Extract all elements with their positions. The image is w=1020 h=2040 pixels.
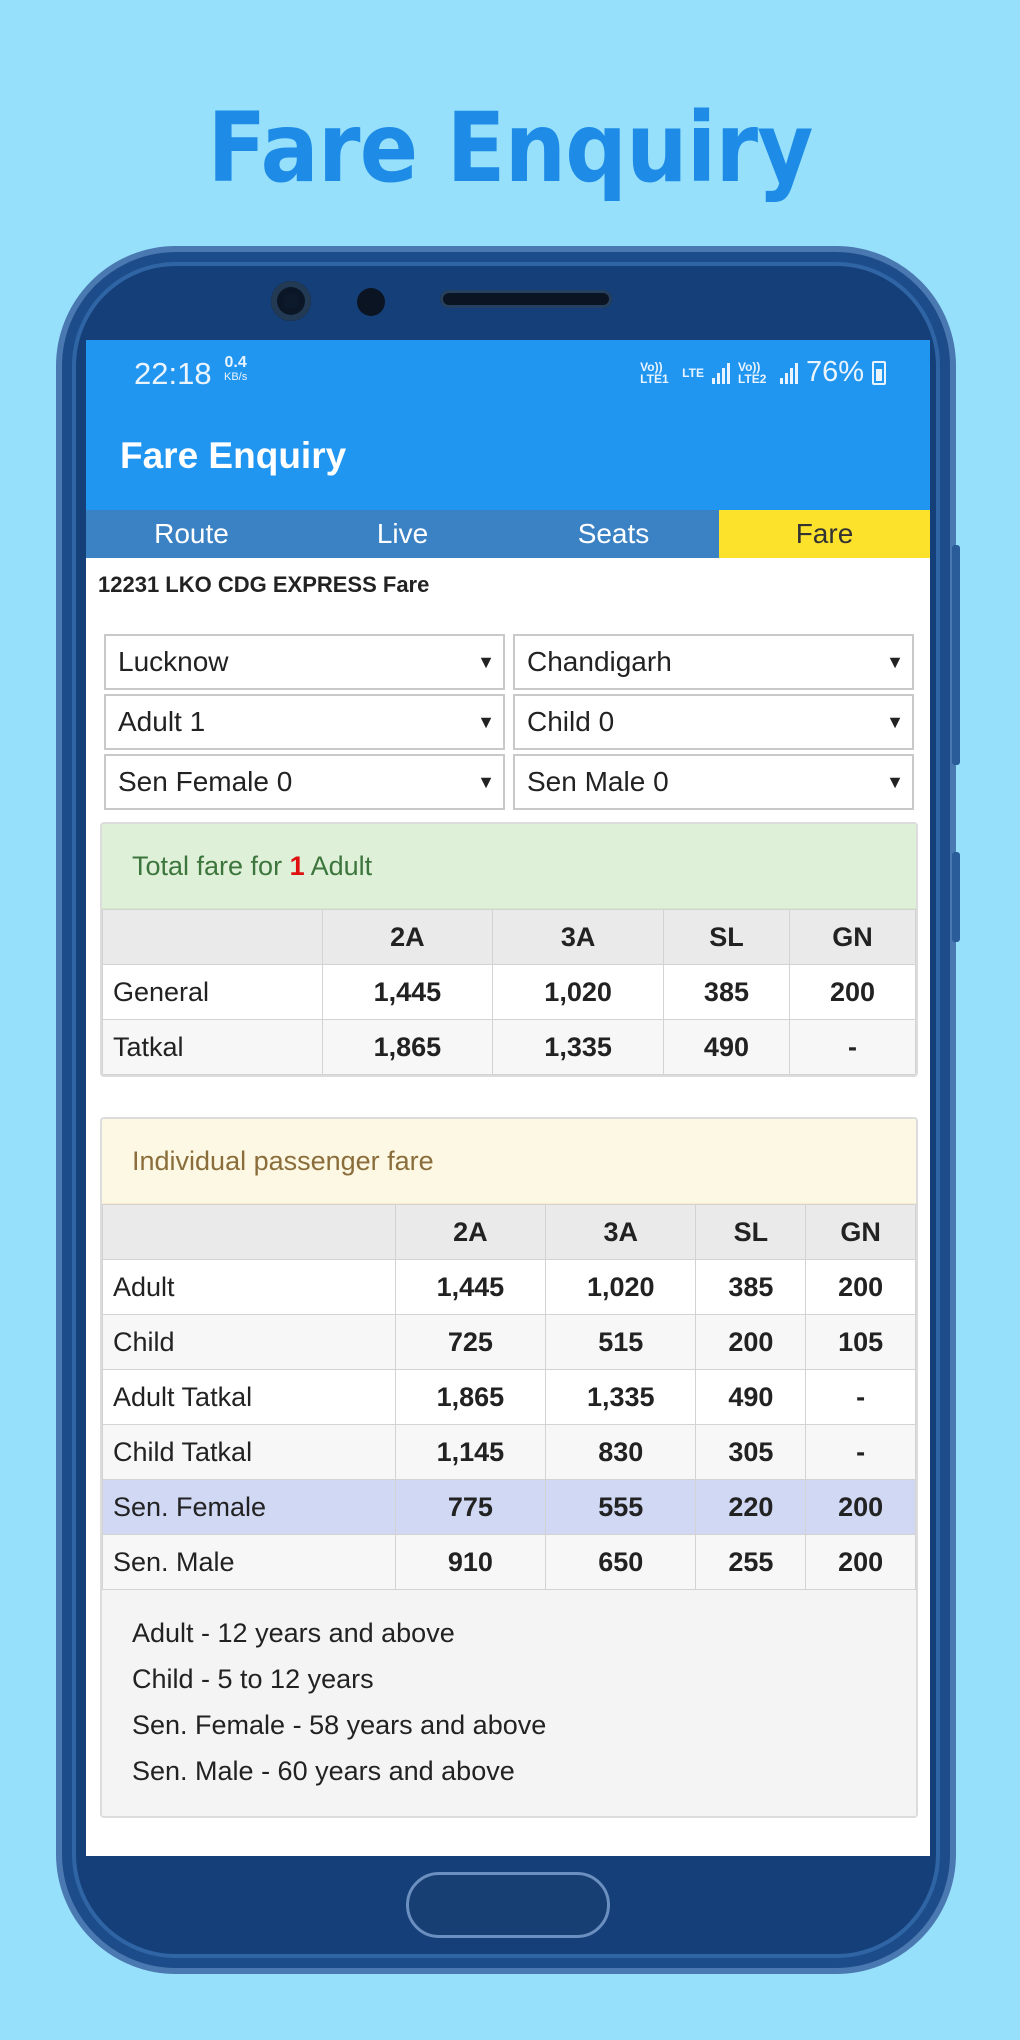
total-fare-table: [102, 909, 916, 1075]
fare-cell: 385: [696, 1260, 806, 1315]
fare-cell: 515: [546, 1315, 696, 1370]
fare-cell: 200: [696, 1315, 806, 1370]
total-fare-suffix: Adult: [310, 851, 373, 881]
app-bar-title: Fare Enquiry: [86, 410, 930, 510]
legend-adult: Adult - 12 years and above: [132, 1618, 455, 1648]
column-header-sl: SL: [663, 910, 789, 965]
fare-selectors: [86, 616, 930, 810]
row-label: Adult Tatkal: [103, 1370, 396, 1425]
child-count-select[interactable]: [513, 694, 914, 750]
total-fare-heading: [102, 824, 916, 909]
fare-cell: 105: [806, 1315, 916, 1370]
table-row: [103, 1535, 916, 1590]
column-header-2a: 2A: [395, 1205, 545, 1260]
tab-bar: [86, 510, 930, 558]
status-icons: [640, 356, 886, 389]
column-header-blank: [103, 1205, 396, 1260]
row-label: Sen. Male: [103, 1535, 396, 1590]
fare-cell: 1,445: [395, 1260, 545, 1315]
table-row: [103, 1315, 916, 1370]
fare-cell: 385: [663, 965, 789, 1020]
fare-cell: 1,335: [546, 1370, 696, 1425]
train-fare-title: 12231 LKO CDG EXPRESS Fare: [98, 572, 430, 597]
legend-sen-male: Sen. Male - 60 years and above: [132, 1756, 515, 1786]
sen-female-count-select[interactable]: [104, 754, 505, 810]
fare-cell: 255: [696, 1535, 806, 1590]
network-speed: [224, 356, 247, 384]
sim2-volte-icon: Vo)) LTE2: [737, 359, 767, 386]
fare-cell: 1,445: [322, 965, 493, 1020]
fare-cell: 305: [696, 1425, 806, 1480]
home-button[interactable]: [406, 1872, 610, 1938]
fare-cell: 830: [546, 1425, 696, 1480]
column-header-sl: SL: [696, 1205, 806, 1260]
table-row: [103, 1480, 916, 1535]
chevron-down-icon: ▼: [477, 712, 495, 732]
sim1-volte-icon: Vo)) LTE1: [640, 359, 669, 386]
row-label: Child Tatkal: [103, 1425, 396, 1480]
adult-count-value: Adult 1: [118, 706, 206, 737]
fare-cell: -: [806, 1370, 916, 1425]
sen-male-count-select[interactable]: [513, 754, 914, 810]
column-header-3a: 3A: [493, 910, 664, 965]
legend-sen-female: Sen. Female - 58 years and above: [132, 1710, 547, 1740]
total-fare-prefix: Total fare for: [132, 851, 283, 881]
network-speed-value: 0.4: [224, 354, 247, 371]
table-row: [103, 965, 916, 1020]
row-label: Sen. Female: [103, 1480, 396, 1535]
individual-fare-heading: Individual passenger fare: [102, 1119, 916, 1204]
row-label: Child: [103, 1315, 396, 1370]
age-legend: [102, 1590, 916, 1816]
fare-cell: 725: [395, 1315, 545, 1370]
column-header-gn: GN: [806, 1205, 916, 1260]
individual-fare-table: [102, 1204, 916, 1590]
chevron-down-icon: ▼: [886, 772, 904, 792]
earpiece-speaker: [440, 290, 612, 308]
adult-count-select[interactable]: [104, 694, 505, 750]
fare-cell: 1,020: [546, 1260, 696, 1315]
status-bar: [86, 340, 930, 410]
to-station-select[interactable]: [513, 634, 914, 690]
chevron-down-icon: ▼: [477, 652, 495, 672]
fare-cell: 1,335: [493, 1020, 664, 1075]
from-station-value: Lucknow: [118, 646, 229, 677]
phone-screen: [86, 340, 930, 1856]
lte-icon: LTE: [682, 365, 704, 380]
child-count-value: Child 0: [527, 706, 615, 737]
fare-cell: 490: [663, 1020, 789, 1075]
battery-icon: [872, 361, 886, 385]
volume-button: [952, 545, 960, 765]
fare-cell: 1,020: [493, 965, 664, 1020]
chevron-down-icon: ▼: [477, 772, 495, 792]
signal-bars-icon: [780, 362, 798, 384]
signal-bars-icon: [712, 362, 730, 384]
column-header-blank: [103, 910, 323, 965]
power-button: [952, 852, 960, 942]
tab-fare[interactable]: Fare: [719, 510, 930, 558]
individual-fare-panel: [100, 1117, 918, 1818]
from-station-select[interactable]: [104, 634, 505, 690]
total-fare-panel: [100, 822, 918, 1077]
fare-cell: 200: [806, 1260, 916, 1315]
table-row: [103, 1260, 916, 1315]
row-label: Tatkal: [103, 1020, 323, 1075]
fare-cell: 555: [546, 1480, 696, 1535]
status-time: 22:18: [134, 356, 212, 391]
tab-live[interactable]: Live: [376, 518, 429, 549]
fare-cell: 650: [546, 1535, 696, 1590]
fare-cell: 1,865: [322, 1020, 493, 1075]
column-header-2a: 2A: [322, 910, 493, 965]
fare-cell: 775: [395, 1480, 545, 1535]
column-header-gn: GN: [789, 910, 915, 965]
tab-route[interactable]: Route: [154, 518, 229, 549]
table-header-row: [103, 910, 916, 965]
fare-cell: 200: [789, 965, 915, 1020]
fare-cell: 1,145: [395, 1425, 545, 1480]
row-label: Adult: [103, 1260, 396, 1315]
fare-cell: 200: [806, 1535, 916, 1590]
network-speed-unit: KB/s: [224, 371, 248, 383]
table-row: [103, 1370, 916, 1425]
to-station-value: Chandigarh: [527, 646, 672, 677]
chevron-down-icon: ▼: [886, 652, 904, 672]
fare-cell: 910: [395, 1535, 545, 1590]
front-camera: [271, 281, 311, 321]
fare-cell: -: [806, 1425, 916, 1480]
promo-title: Fare Enquiry: [207, 92, 813, 204]
tab-seats[interactable]: Seats: [577, 518, 650, 549]
fare-cell: 1,865: [395, 1370, 545, 1425]
table-row: [103, 1020, 916, 1075]
battery-percent: 76%: [805, 356, 864, 388]
proximity-sensor: [357, 288, 385, 316]
table-row: [103, 1425, 916, 1480]
fare-cell: 220: [696, 1480, 806, 1535]
fare-cell: 490: [696, 1370, 806, 1425]
table-header-row: [103, 1205, 916, 1260]
fare-cell: 200: [806, 1480, 916, 1535]
legend-child: Child - 5 to 12 years: [132, 1664, 374, 1694]
sen-female-count-value: Sen Female 0: [118, 766, 293, 797]
total-fare-count: 1: [289, 851, 305, 881]
sen-male-count-value: Sen Male 0: [527, 766, 669, 797]
fare-cell: -: [789, 1020, 915, 1075]
row-label: General: [103, 965, 323, 1020]
column-header-3a: 3A: [546, 1205, 696, 1260]
chevron-down-icon: ▼: [886, 712, 904, 732]
